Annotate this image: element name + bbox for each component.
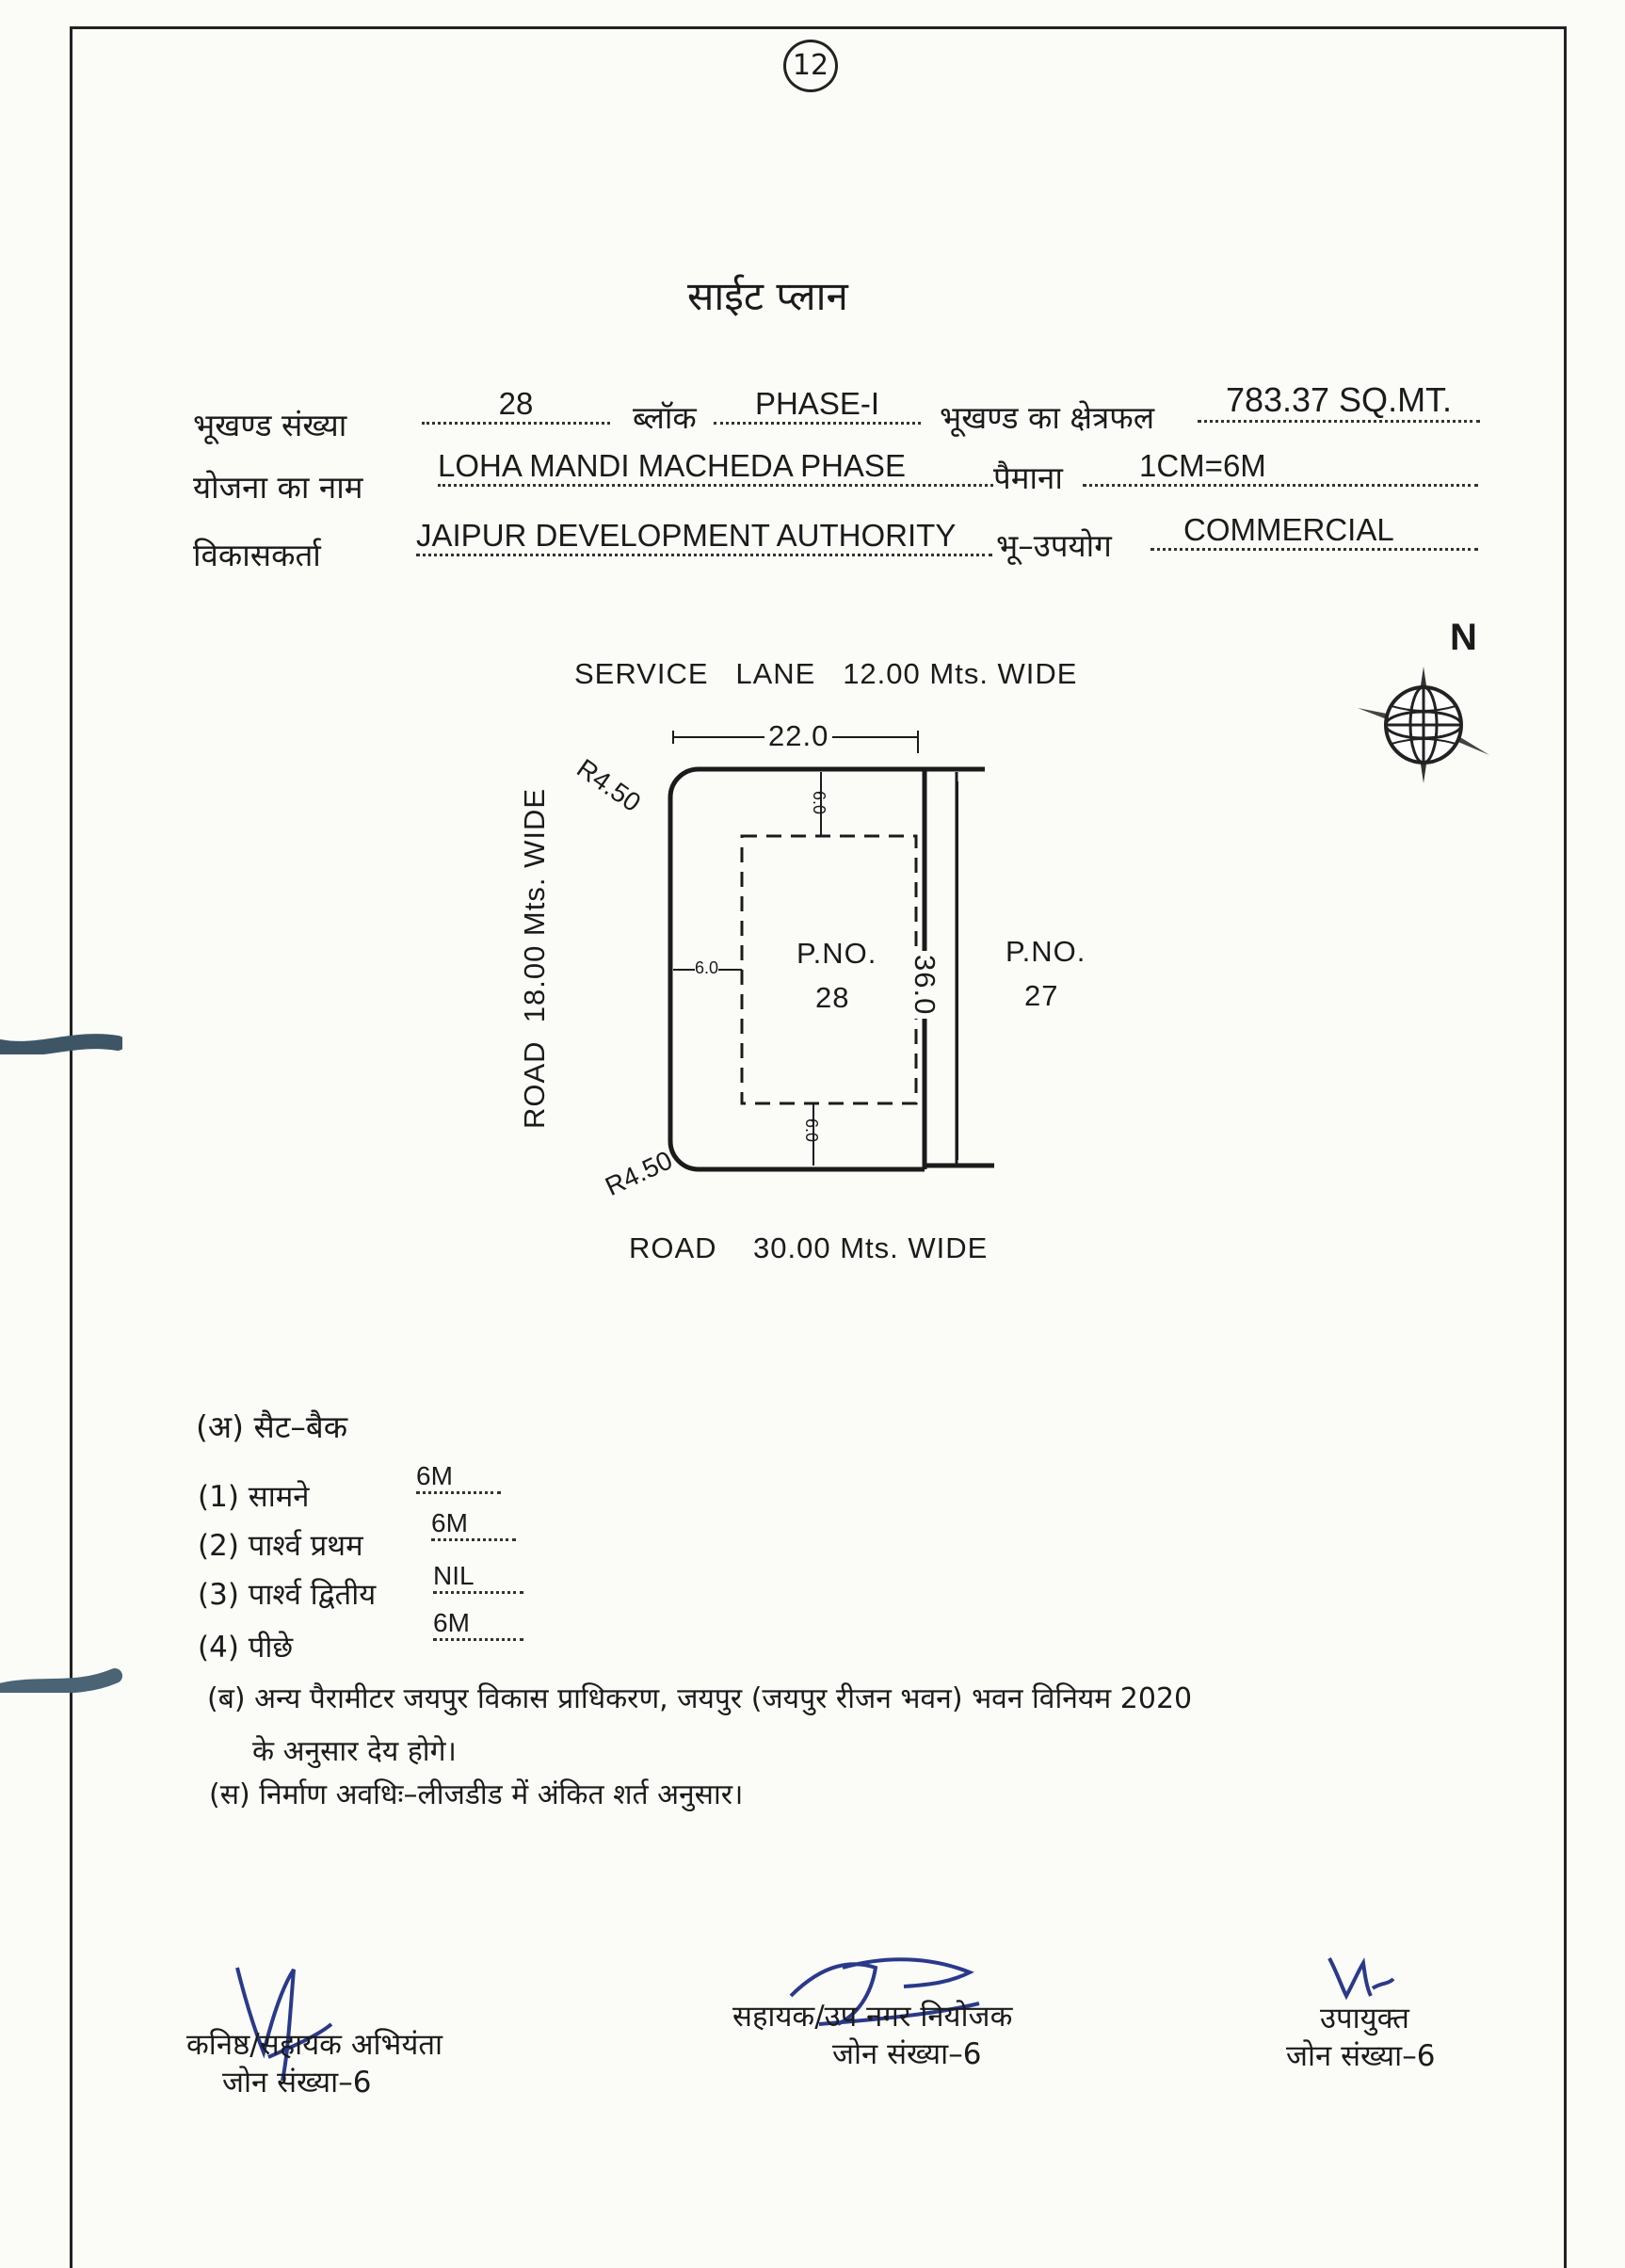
service-lane-label: SERVICE LANE 12.00 Mts. WIDE: [574, 657, 1078, 690]
setback-front-label: (1) सामने: [198, 1480, 310, 1514]
land-use-label: भू–उपयोग: [996, 527, 1112, 564]
note-b-line2: के अनुसार देय होगे।: [252, 1735, 457, 1768]
plot-label: P.NO.: [796, 937, 877, 970]
setback-side2-value: NIL: [433, 1561, 523, 1594]
note-b-line1: (ब) अन्य पैरामीटर जयपुर विकास प्राधिकरण, जयपुर (जयपुर रीजन भवन) भवन विनियम 2020: [207, 1682, 1193, 1715]
setback-side1-value: 6M: [431, 1508, 516, 1541]
radius-bottom-label: R4.50: [601, 1145, 677, 1202]
plot-no-label: भूखण्ड संख्या: [193, 407, 347, 443]
signature-center-zone: जोन संख्या–6: [832, 2037, 982, 2071]
setback-heading: (अ) सैट–बैक: [196, 1408, 348, 1445]
signature-center-title: सहायक/उप नगर नियोजक: [732, 2000, 1013, 2034]
area-label: भूखण्ड का क्षेत्रफल: [940, 399, 1155, 436]
binding-thread-bottom: [0, 1665, 122, 1693]
setback-bottom-dim: 6.0: [802, 1118, 821, 1143]
block-label: ब्लॉक: [633, 399, 697, 436]
block-value: PHASE-I: [714, 386, 921, 425]
developer-value: JAIPUR DEVELOPMENT AUTHORITY: [416, 518, 992, 556]
plot-number-label: 28: [815, 981, 850, 1014]
depth-dim: 36.0: [908, 951, 941, 1019]
page-title: साईट प्लान: [687, 273, 848, 319]
setback-side2-label: (3) पार्श्व द्वितीय: [198, 1578, 377, 1612]
scheme-value: LOHA MANDI MACHEDA PHASE: [438, 448, 993, 487]
signature-right-zone: जोन संख्या–6: [1286, 2039, 1436, 2073]
bottom-road-label: ROAD 30.00 Mts. WIDE: [629, 1231, 989, 1264]
setback-rear-value: 6M: [433, 1608, 523, 1641]
adjacent-plot-number: 27: [1024, 979, 1059, 1012]
signature-right: [1329, 1958, 1393, 1996]
setback-left-dim: 6.0: [695, 958, 719, 977]
top-width-dim: 22.0: [764, 719, 832, 753]
scheme-label: योजना का नाम: [193, 469, 363, 506]
signature-left-title: कनिष्ठ/सहायक अभियंता: [186, 2028, 443, 2062]
page-number: 12: [783, 40, 838, 92]
setback-front-value: 6M: [416, 1461, 501, 1494]
signature-right-title: उपायुक्त: [1320, 2002, 1409, 2035]
compass-icon: [1358, 667, 1489, 783]
north-label: N: [1450, 617, 1477, 658]
left-road-label: ROAD 18.00 Mts. WIDE: [518, 787, 551, 1130]
adjacent-plot-label: P.NO.: [1006, 935, 1086, 968]
plot-no-value: 28: [422, 386, 610, 425]
setback-top-dim: 6.0: [810, 791, 829, 815]
setback-side1-label: (2) पार्श्व प्रथम: [198, 1529, 363, 1563]
scale-label: पैमाना: [993, 459, 1063, 496]
developer-label: विकासकर्ता: [193, 537, 321, 573]
note-c-line: (स) निर्माण अवधिः–लीजडीड में अंकित शर्त अनुसार।: [209, 1778, 744, 1811]
scale-value: 1CM=6M: [1083, 448, 1478, 487]
area-value: 783.37 SQ.MT.: [1198, 380, 1480, 423]
signature-left-zone: जोन संख्या–6: [222, 2066, 372, 2099]
radius-top-label: R4.50: [571, 753, 647, 818]
setback-rear-label: (4) पीछे: [198, 1631, 294, 1665]
land-use-value: COMMERCIAL: [1150, 512, 1478, 551]
